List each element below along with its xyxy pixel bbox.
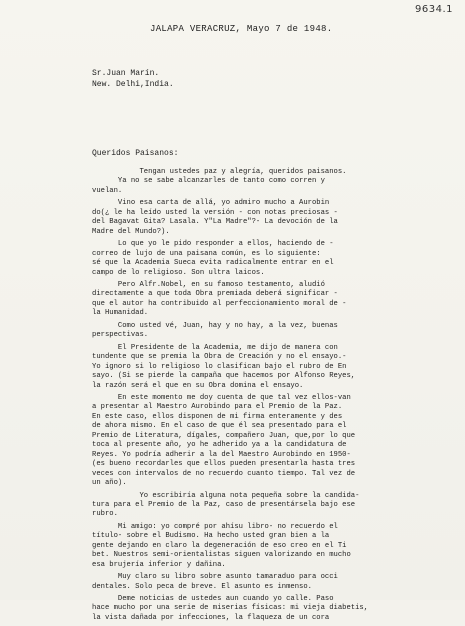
letter-line: título- sobre el Budismo. Ha hecho usted gran bien a la xyxy=(92,532,330,541)
letter-paragraph xyxy=(92,573,432,592)
letter-line: Tengan ustedes paz y alegría, queridos paisanos. xyxy=(92,168,347,176)
letter-line: Premio de Literatura, dígales, compañero Juan, que,por lo que xyxy=(92,431,356,440)
letter-line: perspectivas. xyxy=(92,331,149,340)
letter-line: vuelan. xyxy=(92,186,123,195)
letter-line: Muy claro su libro sobre asunto tamaraduo para occi xyxy=(92,573,338,582)
letter-paragraph xyxy=(92,281,432,319)
letter-line: un año). xyxy=(92,479,127,488)
recipient-block xyxy=(92,68,174,90)
letter-line: dentales. Solo peca de breve. El asunto es inmenso. xyxy=(92,582,312,591)
letter-line: correo de lujo de una paisana común, es lo siguiente: xyxy=(92,249,321,258)
letter-line: la razón será el que en su Obra domina el ensayo. xyxy=(92,381,304,390)
letter-paragraph xyxy=(92,199,432,237)
letter-paragraph xyxy=(92,492,432,520)
letter-line: tura para el Premio de la Paz, caso de presentársela bajo ese xyxy=(92,500,356,509)
recipient-location: New. Delhi,India. xyxy=(92,80,174,89)
letter-line: Vino esa carta de allá, yo admiro mucho a Aurobin xyxy=(92,199,330,208)
letter-line: En este caso, ellos disponen de mi firma enteramente y des xyxy=(92,412,343,421)
letter-line: Como usted vé, Juan, hay y no hay, a la vez, buenas xyxy=(92,321,338,330)
letter-line: rubro. xyxy=(92,510,118,519)
letter-paragraph xyxy=(92,322,432,341)
letter-line: Ya no se sabe alcanzarles de tanto como corren y xyxy=(92,177,325,186)
letter-line: la Humanidad. xyxy=(92,309,149,318)
letter-line: (es bueno recordarles que ellos pueden presentarla hasta tres xyxy=(92,460,356,469)
archive-number: 9634.1 xyxy=(415,4,453,15)
letter-line: bet. Nuestros semi-orientalistas siguen valorizando en mucho xyxy=(92,551,351,560)
letter-line: Mi amigo: yo compré por ahísu libro- no recuerdo el xyxy=(92,522,338,531)
letter-paragraph xyxy=(92,523,432,570)
letter-line: En este momento me doy cuenta de que tal vez ellos-van xyxy=(92,393,351,402)
letter-line: do(¿ le ha leído usted la versión - con notas preciosas - xyxy=(92,208,338,217)
letter-line: Pero Alfr.Nobel, en su famoso testamento, aludió xyxy=(92,280,325,289)
letter-paragraph xyxy=(92,344,432,391)
letter-line: a presentar al Maestro Aurobindo para el Premio de la Paz. xyxy=(92,403,343,412)
letter-line: Madre del Mundo?). xyxy=(92,227,170,236)
letter-paragraph xyxy=(92,394,432,489)
letter-line: Yo escribiría alguna nota pequeña sobre la candida- xyxy=(92,491,360,500)
letter-line: gente dejando en claro la degeneración de eso creo en el Ti xyxy=(92,541,347,550)
letter-line: la vista dañada por infecciones, la flaqueza de un cora xyxy=(92,613,330,622)
letter-line: del Bagavat Gita? Lasala. Y"La Madre"?- La devoción de la xyxy=(92,218,338,227)
letter-body xyxy=(92,168,432,626)
letter-line: Yo ignoro si lo religioso lo clasifican bajo el rubro de En xyxy=(92,362,347,371)
letter-paragraph xyxy=(92,240,432,278)
salutation: Queridos Paisanos: xyxy=(92,149,179,158)
letter-line: de ahora mismo. En el caso de que él sea presentado para el xyxy=(92,422,347,431)
letter-line: tundente que se premia la Obra de Creación y no el ensayo.- xyxy=(92,353,347,362)
letter-line: hace mucho por una serie de miserias físicas: mi vieja diabetis, xyxy=(92,604,369,613)
letter-line: toca al presente año, yo he adherido ya a la candidatura de xyxy=(92,441,347,450)
letter-line: veces con intervalos de no recuerdo cuanto tiempo. Tal vez de xyxy=(92,469,356,478)
letter-line: Lo que yo le pido responder a ellos, haciendo de - xyxy=(92,240,334,249)
letter-line: El Presidente de la Academia, me dijo de manera con xyxy=(92,343,338,352)
letter-line: sé que la Academia Sueca evita radicalmente entrar en el xyxy=(92,259,334,268)
letter-line: sayo. (Si se pierde la campaña que hacemos por Alfonso Reyes, xyxy=(92,372,356,381)
letter-line: directamente a que toda Obra premiada deberá significar - xyxy=(92,290,338,299)
recipient-name: Sr.Juan Marín. xyxy=(92,69,160,78)
dateline: JALAPA VERACRUZ, Mayo 7 de 1948. xyxy=(150,24,333,34)
letter-line: que el autor ha contribuido al perfeccionamiento moral de - xyxy=(92,299,347,308)
letter-line: Reyes. Yo podría adherir a la del Maestro Aurobindo en 1950- xyxy=(92,450,351,459)
letter-line: campo de lo religioso. Son ultra laicos. xyxy=(92,268,265,277)
letter-paragraph xyxy=(92,595,432,623)
letter-line: Deme noticias de ustedes aun cuando yo calle. Paso xyxy=(92,595,334,604)
letter-line: esa brujería inferior y dañina. xyxy=(92,560,226,569)
letter-paragraph xyxy=(92,168,432,196)
